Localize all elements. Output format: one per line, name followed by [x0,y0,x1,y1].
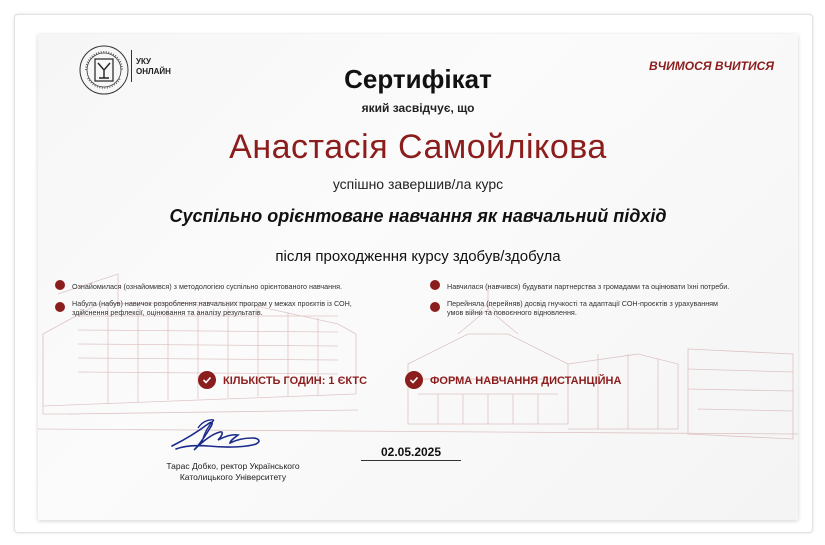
checkmark-badge-icon [198,371,216,389]
outcome-bullet [430,280,440,290]
certificate-title: Сертифікат [344,64,492,94]
outcome-item [72,282,402,291]
logo-label-line2: ОНЛАЙН [136,67,171,76]
motto: ВЧИМОСЯ ВЧИТИСЯ [648,59,774,73]
outcome-item [447,299,777,317]
outcome-bullet [55,280,65,290]
outcome-item [447,282,777,291]
outcomes-heading: після проходження курсу здобув/здобула [275,248,561,265]
outcome-text: здійснення рефлексії, оцінювання та аналізу результатів. [72,308,263,317]
completed-text: успішно завершив/ла курс [332,176,504,192]
signature-caption-line1: Тарас Добко, ректор Українського [166,461,300,471]
checkmark-badge-icon [405,371,423,389]
logo-label-line1: УКУ [136,57,152,66]
outcome-text: Перейняла (перейняв) досвід гнучкості та адаптації СОН-проєктів з урахуванням [447,299,718,308]
signature-caption [138,461,328,483]
course-title: Суспільно орієнтоване навчання як навчальний підхід [169,206,667,226]
outcome-text: Набула (набув) навичок розроблення навчальних програм у межах проєктів із СОН, [72,299,352,308]
certificate-subtitle: який засвідчує, що [361,101,475,115]
rector-signature [168,416,288,458]
issue-date: 02.05.2025 [380,445,442,459]
outcome-item [72,299,402,317]
recipient-name: Анастасія Самойлікова [229,128,607,166]
signature-caption-line2: Католицького Університету [179,472,287,482]
certificate [38,34,798,520]
course-format: ФОРМА НАВЧАННЯ ДИСТАНЦІЙНА [430,375,622,387]
outcome-text: Ознайомилася (ознайомився) з методологією суспільно орієнтованого навчання. [72,282,342,291]
date-underline [361,460,461,461]
outcome-text: умов війни та повоєнного відновлення. [447,308,577,317]
outcome-text: Навчилася (навчився) будувати партнерства з громадами та оцінювати їхні потреби. [447,282,730,291]
outcome-bullet [430,302,440,312]
course-hours: КІЛЬКІСТЬ ГОДИН: 1 ЄКТС [223,375,368,387]
outcome-bullet [55,302,65,312]
